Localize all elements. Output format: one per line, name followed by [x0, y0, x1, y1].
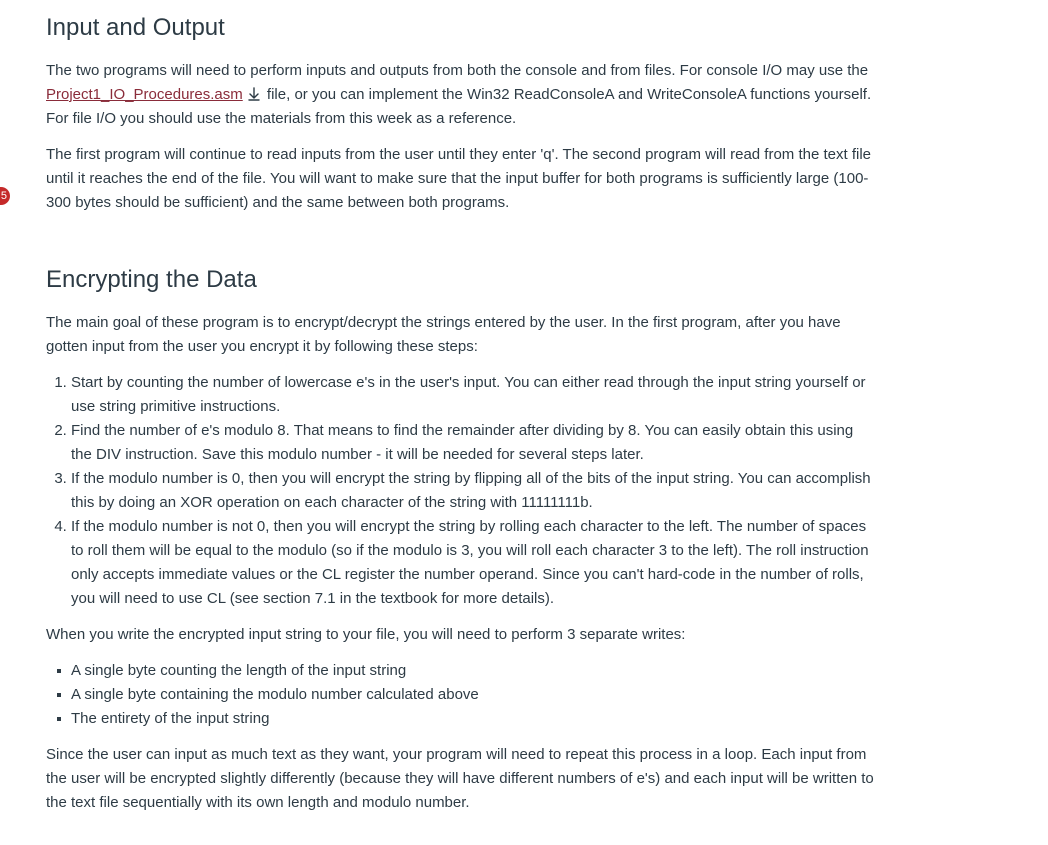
heading-encrypting-data: Encrypting the Data: [46, 266, 257, 293]
list-item: 4. If the modulo number is not 0, then you will encrypt the string by rolling each character to the left. The number of spaces to roll them will be equal to the modulo (so if the modulo is 3, you will roll each character 3 to the left). The roll instruction only accepts immediate values or the CL register the number operand. Since you can't hard-code in the number of rolls, you will need to use CL (see section 7.1 in the textbook for more details).: [71, 515, 876, 611]
heading-input-output: Input and Output: [46, 14, 225, 41]
list-item: 2. Find the number of e's modulo 8. That means to find the remainder after dividing by 8. You can easily obtain this using the DIV instruction. Save this modulo number - it will be needed for several steps later.: [71, 419, 876, 467]
paragraph-text: The two programs will need to perform inputs and outputs from both the console and from files. For console I/O may use the: [46, 62, 869, 79]
paragraph-encrypt-intro: The main goal of these program is to encrypt/decrypt the strings entered by the user. In the first program, after you have gotten input from the user you encrypt it by following these steps:: [46, 314, 841, 355]
encryption-steps-list: [46, 371, 876, 611]
list-item: A single byte containing the modulo number calculated above: [71, 683, 479, 707]
list-item: 3. If the modulo number is 0, then you will encrypt the string by flipping all of the bits of the input string. You can accomplish this by doing an XOR operation on each character of the string with 11111111b.: [71, 467, 876, 515]
file-writes-list: [46, 659, 479, 731]
download-icon[interactable]: [247, 85, 261, 99]
paragraph-writes-intro: When you write the encrypted input string to your file, you will need to perform 3 separate writes:: [46, 626, 686, 643]
paragraph-input-buffer: The first program will continue to read inputs from the user until they enter 'q'. The second program will read from the text file until it reaches the end of the file. You will want to make sure that the input buffer for both programs is sufficiently large (100-300 bytes should be sufficient) and the same between both programs.: [46, 146, 871, 211]
project1-io-procedures-link[interactable]: Project1_IO_Procedures.asm: [46, 86, 243, 103]
notification-badge: 5: [0, 187, 10, 205]
list-item: The entirety of the input string: [71, 707, 479, 731]
paragraph-text: file, or you can implement the Win32 ReadConsoleA and WriteConsoleA functions yourself. For file I/O you should use the materials from this week as a reference.: [46, 86, 872, 127]
paragraph-console-io: [46, 59, 876, 131]
list-item: A single byte counting the length of the input string: [71, 659, 479, 683]
list-item: 1. Start by counting the number of lowercase e's in the user's input. You can either read through the input string yourself or use string primitive instructions.: [71, 371, 876, 419]
paragraph-loop: Since the user can input as much text as they want, your program will need to repeat this process in a loop. Each input from the user will be encrypted slightly differently (because they will have different numbers of e's) and each input will be written to the text file sequentially with its own length and modulo number.: [46, 746, 874, 811]
